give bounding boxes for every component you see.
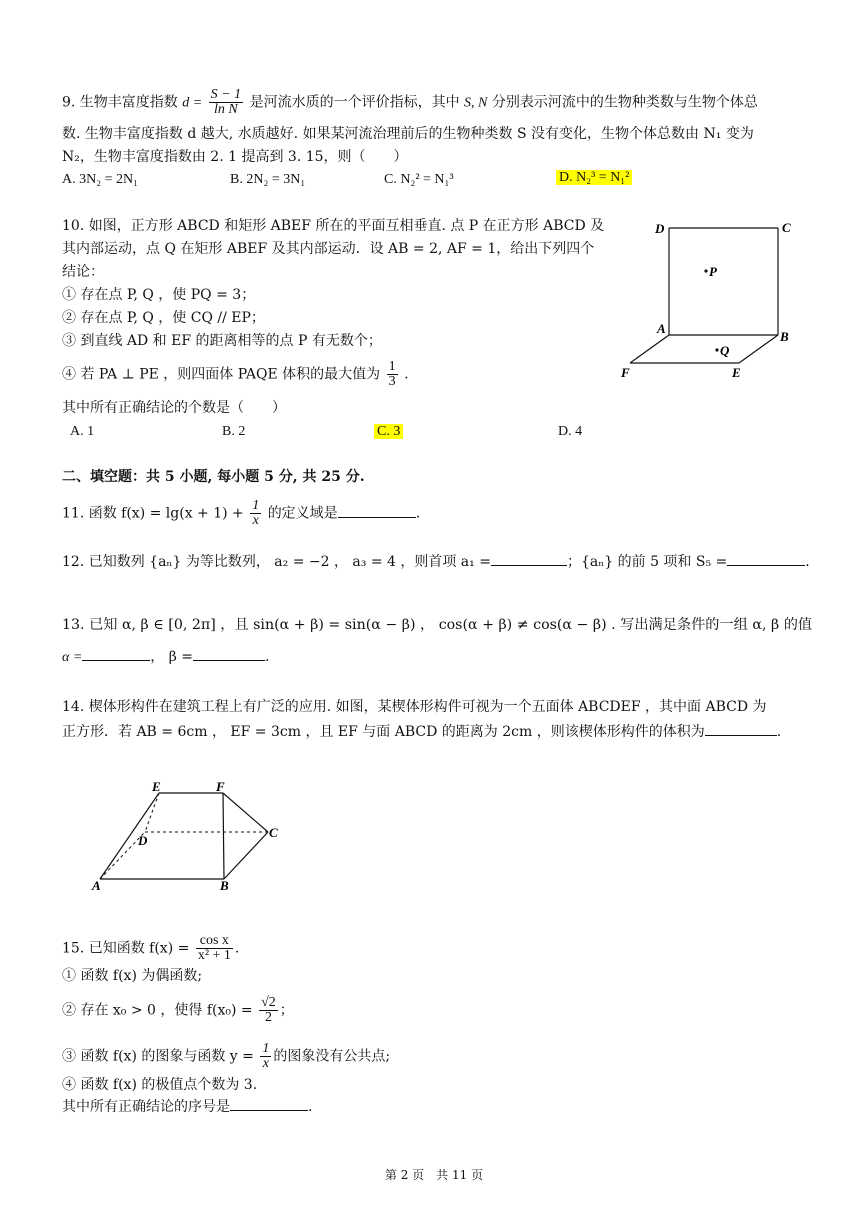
q15-answer-blank[interactable] (230, 1096, 308, 1111)
q12-line: 12. 已知数列 {aₙ} 为等比数列， a₂ = −2 ， a₃ = 4 ，则首项 a₁ = ；{aₙ} 的前 5 项和 S₅ = . (62, 551, 810, 572)
q10-option-d[interactable]: D. 4 (558, 424, 583, 439)
q9-line1: 9. 生物丰富度指数 d = $\frac{S - 1}{\text{ln N}}$ 是河流水质的一个评价指标，其中 S, N 分别表示河流中的生物种类数与生物个体总 (62, 87, 758, 117)
label-f: F (216, 779, 225, 794)
q15-c2-fraction: $\frac{√2}{2}$ (261, 995, 276, 1025)
q9-option-d[interactable] (556, 168, 632, 188)
q14-line1: 14. 楔体形构件在建筑工程上有广泛的应用. 如图，某楔体形构件可视为一个五面体 ABCDEF ，其中面 ABCD 为 (62, 699, 767, 715)
label-a: A (92, 878, 101, 893)
q10-line3: 结论： (62, 264, 104, 280)
q10-line2: 其内部运动，点 Q 在矩形 ABEF 及其内部运动．设 AB = 2, AF = 1，给出下列四个 (62, 241, 595, 257)
q13-alpha-blank[interactable] (82, 646, 150, 661)
q10-option-b[interactable]: B. 2 (222, 424, 246, 439)
q10-fraction: $\frac{1}{3}$ (388, 359, 396, 389)
label-a: A (657, 321, 666, 336)
q13-line2: α = ， β = . (62, 646, 269, 668)
label-c: C (269, 825, 278, 840)
q13-line1: 13. 已知 α, β ∈ [0, 2π] ，且 sin(α + β) = sin(α − β) ， cos(α + β) ≠ cos(α − β) . 写出满足条件的一组 α, β 的值 (62, 617, 813, 633)
label-e: E (732, 365, 741, 380)
label-f: F (621, 365, 630, 380)
q11-line: 11. 函数 f(x) = lg(x + 1) + $\frac{1}{x}$ 的定义域是 . (62, 498, 421, 528)
q10-option-a[interactable]: A. 1 (70, 424, 95, 439)
q10-ask: 其中所有正确结论的个数是（ ） (62, 400, 286, 416)
q13-beta-blank[interactable] (193, 646, 265, 661)
q10-figure (615, 215, 805, 380)
q15-line1: 15. 已知函数 f(x) = $\frac{\text{cos x}}{\text{x² + 1}}$ . (62, 933, 240, 963)
q9-option-b[interactable]: B. 2N₂ = 3N₁ (230, 172, 306, 187)
q10-conclusion-2: ② 存在点 P, Q ，使 CQ // EP； (62, 310, 265, 326)
q9-fraction: $\frac{S - 1}{\text{ln N}}$ (210, 87, 242, 117)
q12-answer-blank-1[interactable] (491, 551, 567, 566)
q10-option-c[interactable] (374, 422, 403, 442)
label-e: E (152, 779, 161, 794)
label-d: D (138, 833, 148, 848)
point-q (715, 348, 718, 351)
q10-line1: 10. 如图，正方形 ABCD 和矩形 ABEF 所在的平面互相垂直. 点 P 在正方形 ABCD 及 (62, 218, 605, 234)
page-footer: 第 2 页 共 11 页 (384, 1168, 484, 1182)
label-p: P (709, 264, 717, 279)
q12-answer-blank-2[interactable] (727, 551, 805, 566)
label-b: B (220, 878, 229, 893)
q14-answer-blank[interactable] (705, 721, 777, 736)
label-q: Q (720, 343, 730, 358)
label-b: B (780, 329, 789, 344)
q9-line3: N₂，生物丰富度指数由 2. 1 提高到 3. 15，则（ ） (62, 149, 408, 165)
q15-ask: 其中所有正确结论的序号是 . (62, 1096, 312, 1117)
q15-conclusion-2: ② 存在 x₀ > 0 ，使得 f(x₀) = $\frac{√2}{2}$ ； (62, 995, 294, 1025)
q15-fraction: $\frac{\text{cos x}}{\text{x² + 1}}$ (197, 933, 231, 963)
q9-line2: 数. 生物丰富度指数 d 越大, 水质越好. 如果某河流治理前后的生物种类数 S 没有变化，生物个体总数由 N₁ 变为 (62, 126, 754, 142)
q14-line2: 正方形．若 AB = 6cm ， EF = 3cm ，且 EF 与面 ABCD 的距离为 2cm ，则该楔体形构件的体积为 . (62, 721, 781, 742)
q10-conclusion-4: ④ 若 PA ⊥ PE ，则四面体 PAQE 体积的最大值为 $\frac{1}{3}$ . (62, 359, 409, 389)
q10-highlight: C. 3 (374, 424, 403, 439)
q10-conclusion-1: ① 存在点 P, Q ，使 PQ = 3； (62, 287, 256, 303)
q14-figure (85, 778, 285, 893)
q11-fraction: $\frac{1}{x}$ (252, 498, 260, 528)
label-c: C (782, 220, 791, 235)
q11-answer-blank[interactable] (338, 503, 416, 518)
q15-conclusion-1: ① 函数 f(x) 为偶函数; (62, 968, 203, 984)
q15-conclusion-3: ③ 函数 f(x) 的图象与函数 y = $\frac{1}{x}$ 的图象没有公共点; (62, 1041, 391, 1071)
q15-c3-fraction: $\frac{1}{x}$ (262, 1041, 270, 1071)
label-d: D (655, 221, 665, 236)
q9-option-a[interactable]: A. 3N₂ = 2N₁ (62, 172, 138, 187)
q9-highlight: D. N₂³ = N₁² (556, 170, 632, 185)
q10-conclusion-3: ③ 到直线 AD 和 EF 的距离相等的点 P 有无数个； (62, 333, 382, 349)
section-heading: 二、填空题：共 5 小题, 每小题 5 分, 共 25 分. (62, 469, 365, 485)
point-p (704, 269, 707, 272)
q15-conclusion-4: ④ 函数 f(x) 的极值点个数为 3. (62, 1077, 258, 1093)
q9-option-c[interactable]: C. N₂² = N₁³ (384, 172, 454, 187)
